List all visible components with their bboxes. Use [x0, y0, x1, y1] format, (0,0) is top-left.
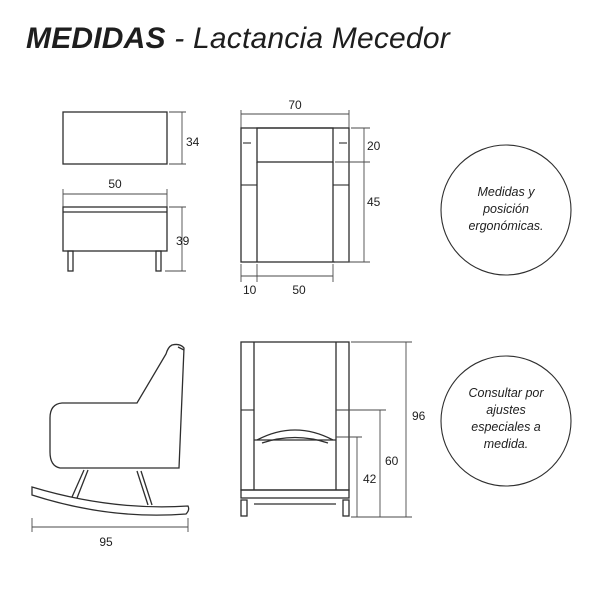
side-rocker-runner	[32, 487, 189, 515]
front-rocker-right	[343, 500, 349, 516]
dim-chair-top-width: 70	[288, 98, 302, 112]
front-chair-outline	[241, 342, 349, 490]
note-custom	[441, 356, 571, 486]
dim-chair-back-depth: 20	[367, 139, 381, 153]
note-custom-line-1: Consultar por	[468, 386, 544, 400]
title-rest: Lactancia Mecedor	[193, 22, 450, 55]
dim-seat-height: 42	[363, 472, 377, 486]
ottoman-top-outline	[63, 112, 167, 164]
chair-side-view	[32, 344, 189, 549]
dim-chair-seat-width: 50	[292, 283, 306, 297]
dim-arm-height: 60	[385, 454, 399, 468]
ottoman-top-view	[63, 112, 200, 164]
dim-chair-seat-depth: 45	[367, 195, 381, 209]
side-chair-body	[50, 344, 184, 468]
front-seat-cushion	[257, 430, 333, 440]
dim-ottoman-width: 50	[108, 177, 122, 191]
note-ergonomic-line-3: ergonómicas.	[468, 219, 544, 233]
dim-side-length: 95	[99, 535, 113, 549]
note-ergonomic-line-2: posición	[483, 202, 529, 216]
note-custom-line-4: medida.	[483, 437, 529, 451]
ottoman-body	[63, 207, 167, 251]
note-custom-line-2: ajustes	[486, 403, 526, 417]
dim-ottoman-height: 39	[176, 234, 190, 248]
front-rocker-left	[241, 500, 247, 516]
note-ergonomic	[441, 145, 571, 275]
chair-front-view	[241, 342, 426, 517]
dim-chair-arm-width: 10	[243, 283, 257, 297]
ottoman-leg-right	[156, 251, 161, 271]
dim-total-height: 96	[412, 409, 426, 423]
title-separator: -	[165, 22, 194, 55]
title-bold: MEDIDAS	[26, 22, 166, 55]
chair-top-view	[241, 98, 381, 297]
chair-backrest-top	[257, 128, 333, 162]
note-custom-line-3: especiales a	[471, 420, 541, 434]
ottoman-front-view	[63, 177, 190, 271]
note-ergonomic-line-1: Medidas y	[477, 185, 535, 199]
ottoman-leg-left	[68, 251, 73, 271]
dim-ottoman-top-depth: 34	[186, 135, 200, 149]
